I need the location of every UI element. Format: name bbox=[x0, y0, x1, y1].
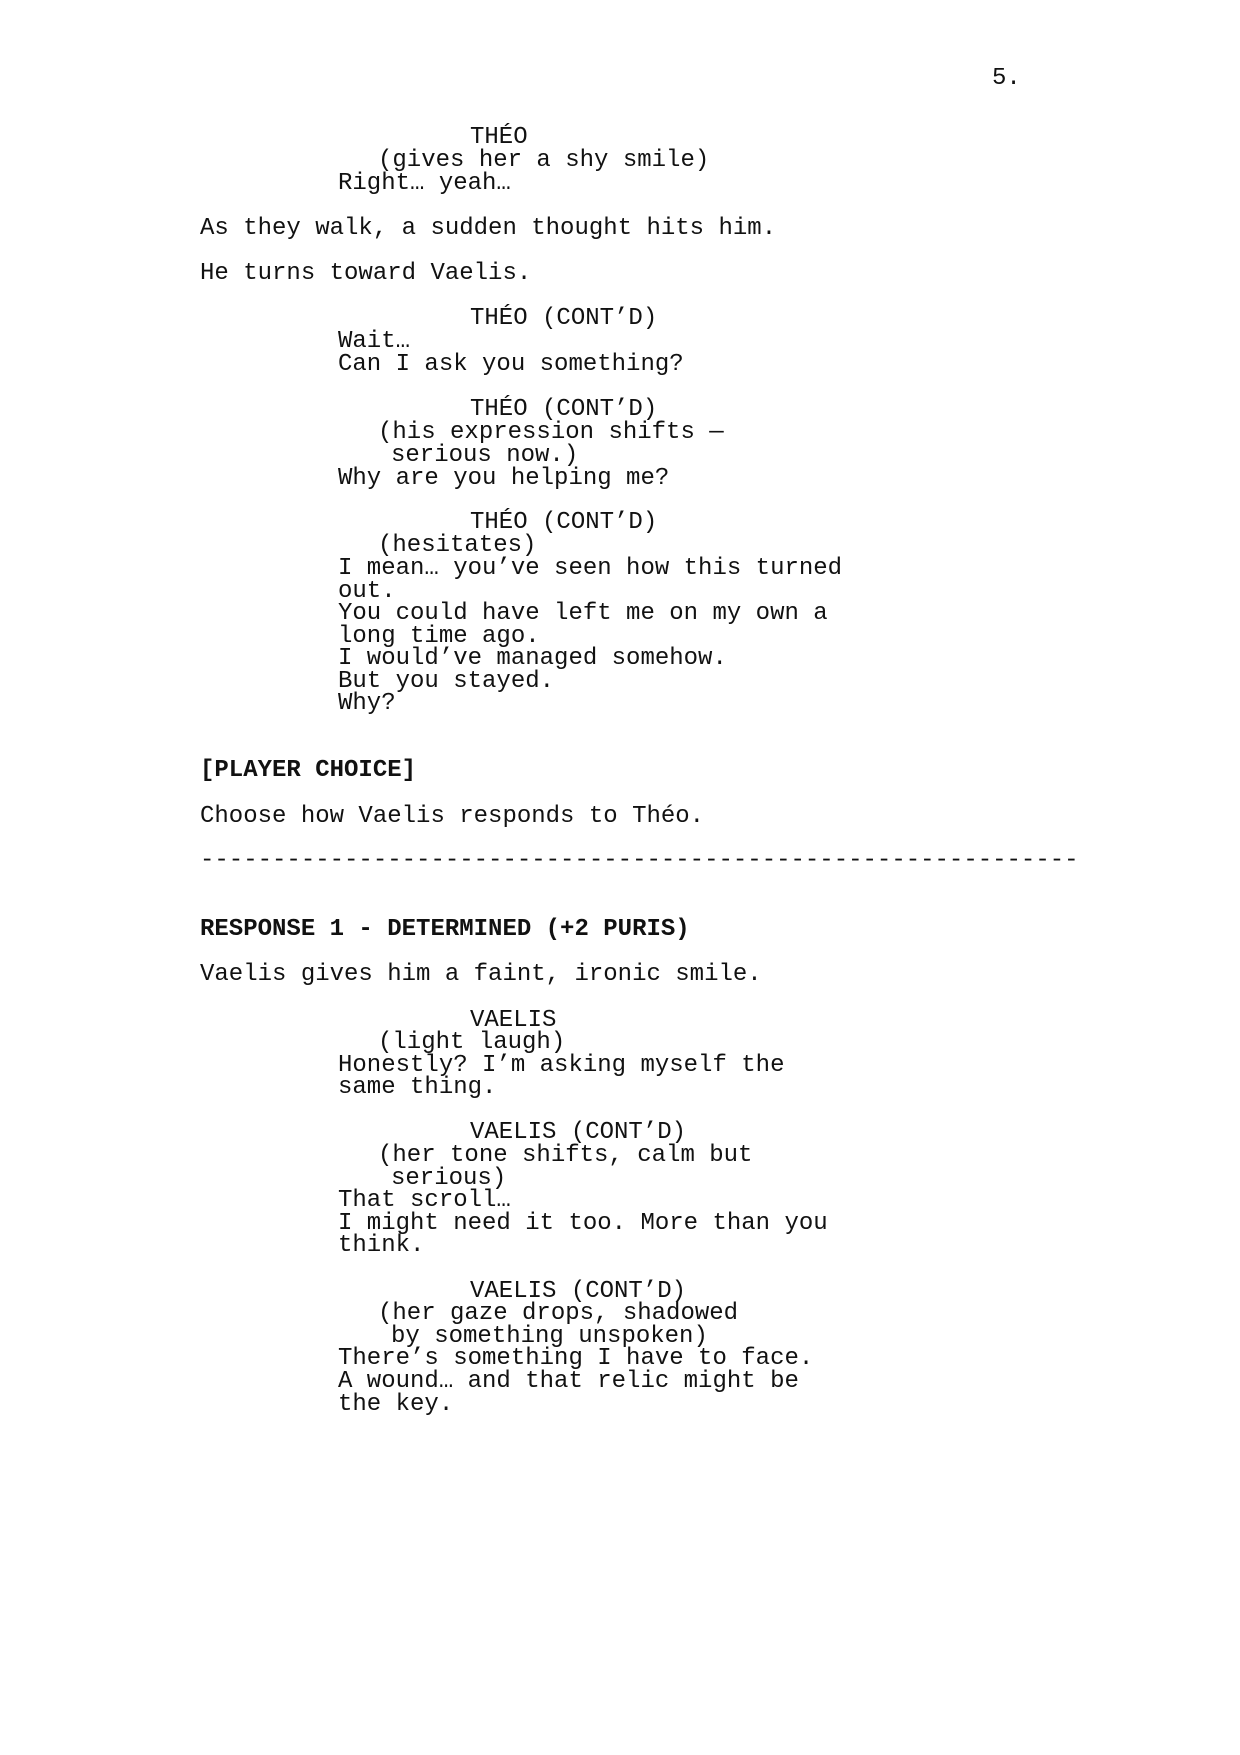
dialogue-line: But you stayed. bbox=[338, 668, 555, 695]
dialogue-line: think. bbox=[338, 1232, 425, 1259]
choice-prompt: Choose how Vaelis responds to Théo. bbox=[200, 803, 705, 830]
character-name: VAELIS (CONT’D) bbox=[470, 1119, 687, 1146]
dialogue-line: I mean… you’ve seen how this turned bbox=[338, 555, 843, 582]
dialogue-line: There’s something I have to face. bbox=[338, 1345, 814, 1372]
parenthetical: (his expression shifts — bbox=[378, 419, 724, 446]
character-name: THÉO (CONT’D) bbox=[470, 396, 658, 423]
dialogue-line: I might need it too. More than you bbox=[338, 1210, 828, 1237]
character-name: THÉO (CONT’D) bbox=[470, 305, 658, 332]
dialogue-line: long time ago. bbox=[338, 623, 540, 650]
divider-line: ------------------------------------------------------------- bbox=[200, 847, 1079, 874]
page-number: 5. bbox=[992, 65, 1021, 92]
action-line: Vaelis gives him a faint, ironic smile. bbox=[200, 961, 762, 988]
parenthetical: (gives her a shy smile) bbox=[378, 147, 710, 174]
parenthetical: (hesitates) bbox=[378, 532, 537, 559]
choice-heading: [PLAYER CHOICE] bbox=[200, 757, 417, 784]
dialogue-line: Why are you helping me? bbox=[338, 465, 670, 492]
character-name: THÉO (CONT’D) bbox=[470, 509, 658, 536]
character-name: VAELIS bbox=[470, 1007, 557, 1034]
parenthetical: serious now.) bbox=[391, 442, 579, 469]
dialogue-line: Honestly? I’m asking myself the bbox=[338, 1052, 785, 1079]
parenthetical: (her gaze drops, shadowed bbox=[378, 1300, 739, 1327]
action-line: He turns toward Vaelis. bbox=[200, 260, 532, 287]
response-heading: RESPONSE 1 - DETERMINED (+2 PURIS) bbox=[200, 916, 690, 943]
dialogue-line: same thing. bbox=[338, 1074, 497, 1101]
dialogue-line: Can I ask you something? bbox=[338, 351, 684, 378]
parenthetical: (light laugh) bbox=[378, 1029, 566, 1056]
parenthetical: serious) bbox=[391, 1165, 507, 1192]
dialogue-line: That scroll… bbox=[338, 1187, 511, 1214]
dialogue-line: Right… yeah… bbox=[338, 170, 511, 197]
character-name: THÉO bbox=[470, 124, 528, 151]
dialogue-line: the key. bbox=[338, 1391, 454, 1418]
character-name: VAELIS (CONT’D) bbox=[470, 1278, 687, 1305]
dialogue-line: I would’ve managed somehow. bbox=[338, 645, 727, 672]
dialogue-line: Why? bbox=[338, 690, 396, 717]
parenthetical: by something unspoken) bbox=[391, 1323, 708, 1350]
dialogue-line: A wound… and that relic might be bbox=[338, 1368, 799, 1395]
action-line: As they walk, a sudden thought hits him. bbox=[200, 215, 777, 242]
dialogue-line: out. bbox=[338, 578, 396, 605]
dialogue-line: Wait… bbox=[338, 328, 411, 355]
parenthetical: (her tone shifts, calm but bbox=[378, 1142, 753, 1169]
dialogue-line: You could have left me on my own a bbox=[338, 600, 828, 627]
